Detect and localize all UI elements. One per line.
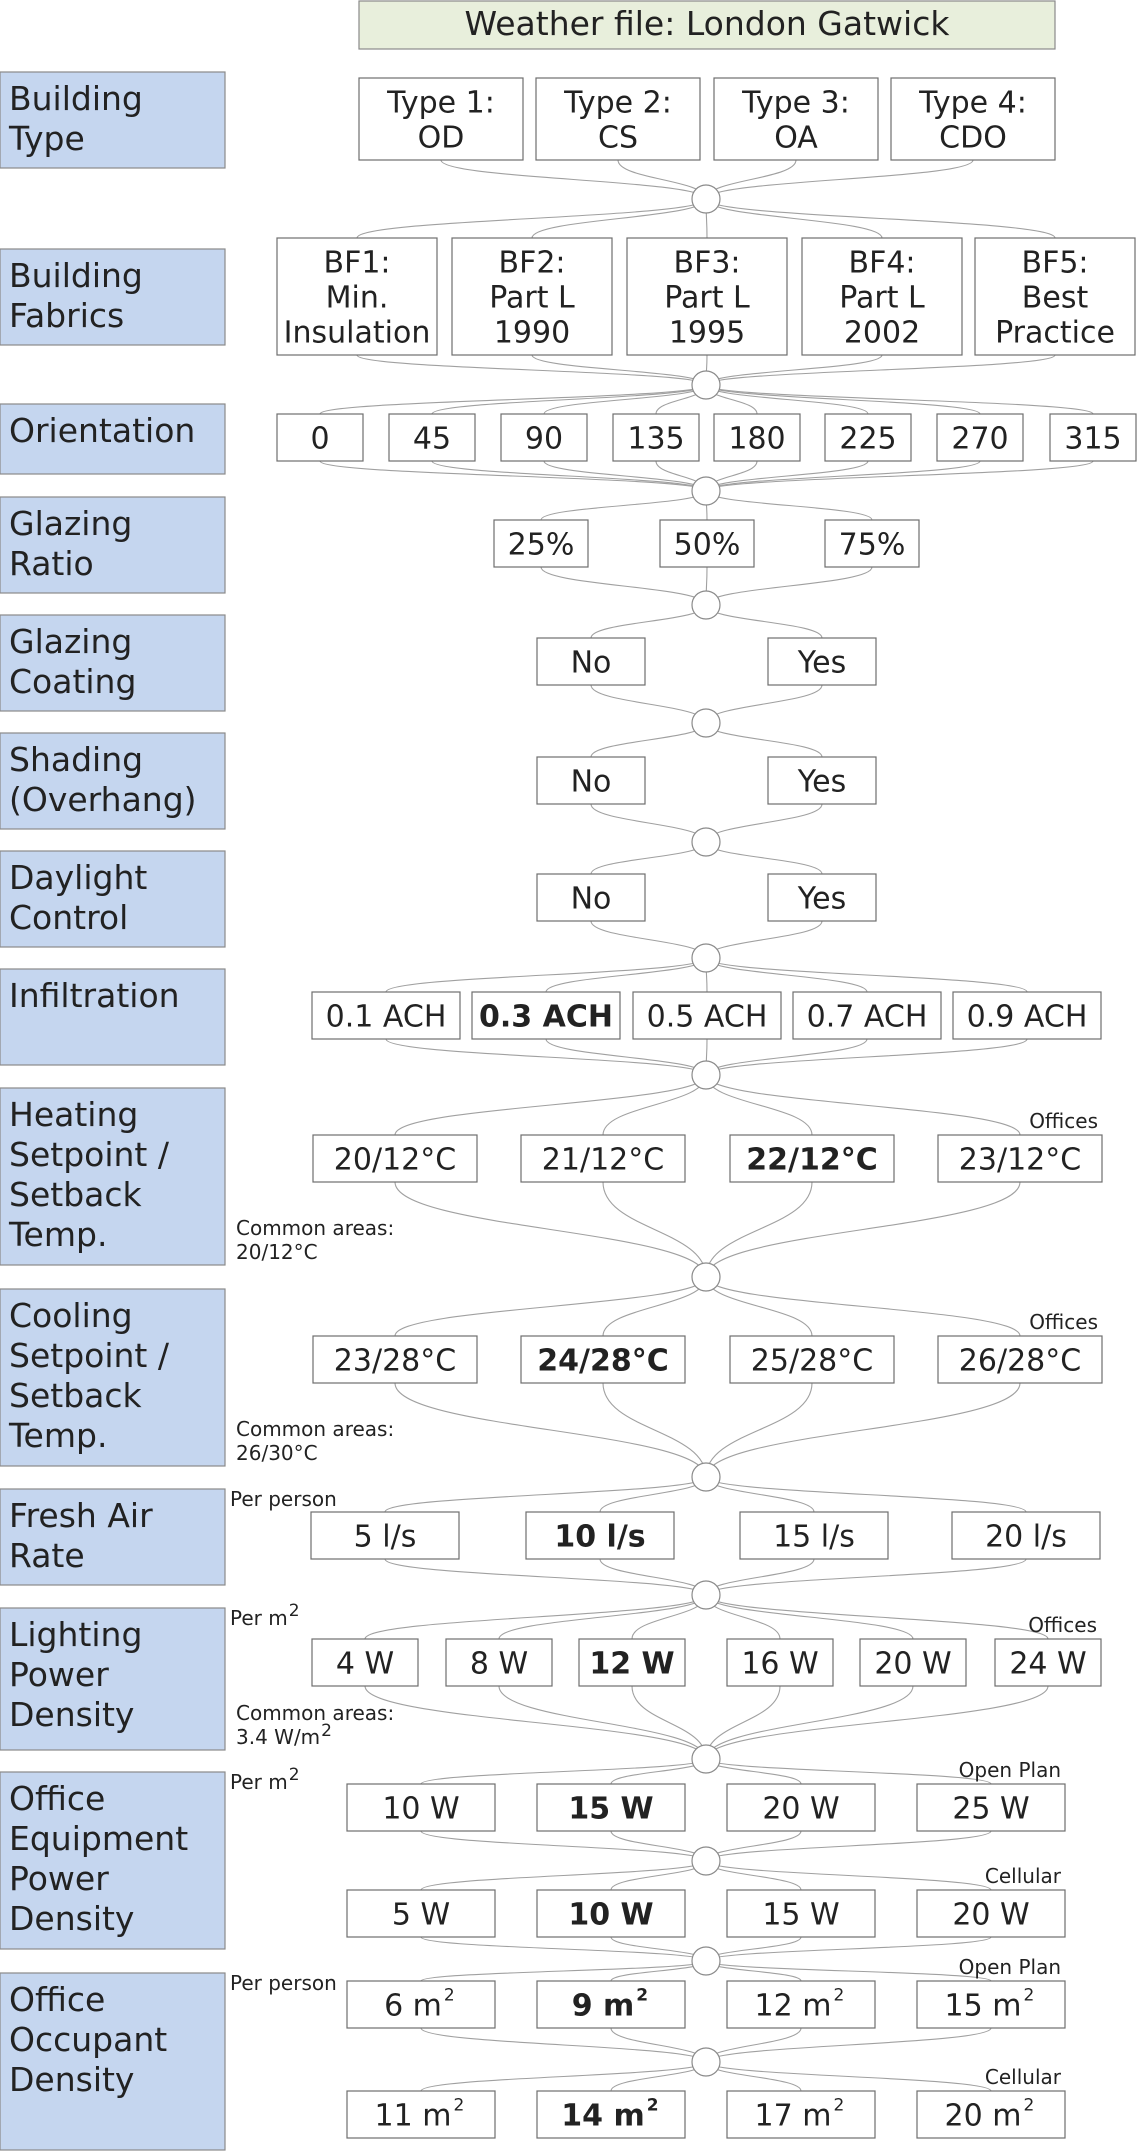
junction-node	[692, 709, 720, 737]
superscript: 2	[1023, 2095, 1035, 2116]
fresh-air-rate-option-label: 20 l/s	[985, 1519, 1067, 1555]
office-equipment-power-density-cellular-option-label: 15 W	[762, 1897, 840, 1933]
shading-option-label: No	[570, 764, 612, 800]
building-fabrics-option-label: Part L	[489, 280, 575, 316]
infiltration-option-label: 0.1 ACH	[325, 999, 447, 1035]
office-equipment-power-density-open-plan-option-label: 20 W	[762, 1791, 840, 1827]
junction-node	[692, 1263, 720, 1291]
connector-line	[706, 605, 822, 638]
connector-line	[357, 199, 706, 238]
infiltration-option-label: 0.5 ACH	[646, 999, 768, 1035]
building-fabrics-option-label: Min.	[325, 280, 389, 316]
connector-line	[706, 1277, 812, 1336]
office-equipment-power-density-label: Office	[9, 1779, 106, 1818]
cooling-setpoint-label: Cooling	[9, 1296, 133, 1335]
glazing-ratio-option-label: 25%	[507, 527, 575, 563]
office-occupant-density-cellular-subset-note: Cellular	[984, 2065, 1061, 2089]
nodes-layer	[692, 185, 720, 2076]
cooling-setpoint-option-label: 24/28°C	[537, 1343, 669, 1379]
junction-node	[692, 1061, 720, 1089]
building-fabrics-option-label: BF5:	[1021, 245, 1089, 281]
office-equipment-power-density-label: Density	[9, 1899, 135, 1938]
office-occupant-density-label: Density	[9, 2060, 135, 2099]
cooling-setpoint-label: Temp.	[9, 1416, 108, 1455]
connector-line	[432, 461, 706, 491]
connector-line	[706, 385, 980, 414]
connector-line	[706, 1937, 801, 1961]
office-equipment-power-density-cellular-option-label: 10 W	[568, 1897, 654, 1933]
office-equipment-power-density-open-plan-option-label: 10 W	[382, 1791, 460, 1827]
junction-node	[692, 1947, 720, 1975]
orientation-option-label: 135	[627, 421, 685, 457]
lighting-power-density-option-label: 24 W	[1009, 1646, 1087, 1682]
connector-line	[611, 2028, 706, 2062]
connector-line	[421, 1759, 706, 1784]
office-equipment-power-density-open-plan-option-label: 15 W	[568, 1791, 654, 1827]
building-type-option-label: OD	[417, 120, 465, 156]
glazing-coating-option-label: Yes	[797, 645, 847, 681]
connector-line	[706, 685, 822, 723]
lighting-power-density-unit-note: Per m	[230, 1606, 288, 1630]
connector-line	[706, 461, 1093, 491]
building-type-option-label: Type 2:	[564, 85, 672, 121]
junction-node	[692, 1847, 720, 1875]
connector-line	[611, 1937, 706, 1961]
connector-line	[706, 804, 822, 842]
connector-line	[706, 2062, 991, 2091]
orientation-option-label: 0	[310, 421, 330, 457]
fresh-air-rate-option-label: 5 l/s	[353, 1519, 417, 1555]
connector-line	[706, 491, 872, 520]
superscript: 2	[453, 2095, 465, 2116]
heating-setpoint-subset-note: Offices	[1029, 1109, 1098, 1133]
office-occupant-density-cellular-option-label: 11 m	[374, 2098, 452, 2134]
connector-line	[603, 1075, 706, 1135]
glazing-ratio-option-label: 75%	[838, 527, 906, 563]
connector-line	[706, 461, 980, 491]
connector-line	[395, 1383, 706, 1477]
connector-line	[357, 355, 706, 385]
office-occupant-density-open-plan-option-label: 9 m	[571, 1988, 635, 2024]
heating-setpoint-option-label: 21/12°C	[541, 1142, 665, 1178]
connector-line	[395, 1182, 706, 1277]
connector-line	[441, 160, 706, 199]
connector-line	[706, 1831, 991, 1861]
junction-node	[692, 944, 720, 972]
fresh-air-rate-unit-note: Per person	[230, 1487, 337, 1511]
building-fabrics-option-label: 1990	[493, 315, 571, 351]
connector-line	[421, 1831, 706, 1861]
heating-setpoint-common-areas-value: 20/12°C	[236, 1240, 318, 1264]
daylight-control-label: Daylight	[9, 858, 148, 897]
connector-line	[706, 958, 1027, 992]
building-type-option-label: Type 3:	[742, 85, 850, 121]
office-occupant-density-open-plan-option-label: 12 m	[754, 1988, 832, 2024]
weather-file-title: Weather file: London Gatwick	[464, 4, 950, 43]
lighting-power-density-option-label: 16 W	[741, 1646, 819, 1682]
orientation-option-label: 45	[412, 421, 452, 457]
connector-line	[706, 160, 973, 199]
connector-line	[421, 2062, 706, 2091]
building-type-option-label: Type 1:	[387, 85, 495, 121]
connector-line	[421, 2028, 706, 2062]
daylight-control-label: Control	[9, 898, 129, 937]
glazing-coating-label: Coating	[9, 662, 137, 701]
connector-line	[706, 1595, 1048, 1639]
superscript: 2	[646, 2095, 659, 2116]
connector-line	[706, 1075, 812, 1135]
shading-label: Shading	[9, 740, 144, 779]
connector-line	[532, 199, 706, 238]
connector-line	[706, 160, 796, 199]
office-occupant-density-cellular-option-label: 14 m	[561, 2098, 645, 2134]
building-fabrics-option-label: Part L	[839, 280, 925, 316]
connector-line	[546, 958, 706, 992]
junction-node	[692, 477, 720, 505]
superscript: 2	[288, 1765, 300, 1785]
infiltration-option-label: 0.9 ACH	[966, 999, 1088, 1035]
connector-line	[706, 842, 822, 874]
building-fabrics-option-label: BF2:	[498, 245, 566, 281]
junction-node	[692, 591, 720, 619]
junction-node	[692, 185, 720, 213]
boxes-layer	[0, 1, 1136, 2150]
lighting-power-density-option-label: 20 W	[874, 1646, 952, 1682]
building-fabrics-option-label: BF4:	[848, 245, 916, 281]
office-occupant-density-unit-note: Per person	[230, 1971, 337, 1995]
office-equipment-power-density-cellular-subset-note: Cellular	[984, 1864, 1061, 1888]
orientation-option-label: 270	[951, 421, 1009, 457]
cooling-setpoint-option-label: 26/28°C	[958, 1343, 1082, 1379]
connector-line	[320, 461, 706, 491]
building-fabrics-option-label: Part L	[664, 280, 750, 316]
cooling-setpoint-label: Setback	[9, 1376, 142, 1415]
heating-setpoint-label: Temp.	[9, 1215, 108, 1254]
building-type-label: Building	[9, 79, 143, 118]
connector-line	[706, 355, 882, 385]
glazing-ratio-label: Glazing	[9, 504, 133, 543]
fresh-air-rate-option-label: 15 l/s	[773, 1519, 855, 1555]
connector-line	[706, 1559, 1026, 1595]
connector-line	[611, 1759, 706, 1784]
connector-line	[603, 1277, 706, 1336]
office-occupant-density-cellular-option-label: 20 m	[944, 2098, 1022, 2134]
office-equipment-power-density-open-plan-subset-note: Open Plan	[958, 1758, 1061, 1782]
junction-node	[692, 2048, 720, 2076]
building-fabrics-option-label: Best	[1021, 280, 1089, 316]
office-equipment-power-density-unit-note: Per m	[230, 1770, 288, 1794]
cooling-setpoint-option-label: 23/28°C	[333, 1343, 457, 1379]
connector-line	[600, 1559, 706, 1595]
connector-line	[706, 1182, 812, 1277]
connector-line	[395, 1075, 706, 1135]
connector-line	[706, 1937, 991, 1961]
connector-line	[706, 1039, 867, 1075]
connector-line	[385, 1559, 706, 1595]
connector-line	[421, 1861, 706, 1890]
connector-line	[706, 723, 822, 757]
connector-line	[546, 1039, 706, 1075]
cooling-setpoint-option-label: 25/28°C	[750, 1343, 874, 1379]
connector-line	[706, 921, 822, 958]
orientation-option-label: 90	[524, 421, 564, 457]
connector-line	[385, 1477, 706, 1512]
heating-setpoint-label: Setpoint /	[9, 1135, 169, 1174]
lighting-power-density-option-label: 12 W	[589, 1646, 675, 1682]
connector-line	[706, 1383, 1020, 1477]
connector-line	[706, 1182, 1020, 1277]
glazing-ratio-option-label: 50%	[673, 527, 741, 563]
connector-line	[365, 1686, 706, 1759]
orientation-option-label: 180	[728, 421, 786, 457]
office-occupant-density-open-plan-option-label: 6 m	[384, 1988, 442, 2024]
building-fabrics-option-label: 2002	[843, 315, 921, 351]
heating-setpoint-option-label: 22/12°C	[746, 1142, 878, 1178]
connector-line	[706, 1686, 1048, 1759]
connector-line	[320, 385, 706, 414]
glazing-coating-label: Glazing	[9, 622, 133, 661]
heating-setpoint-label: Heating	[9, 1095, 139, 1134]
junction-node	[692, 1745, 720, 1773]
building-fabrics-label: Fabrics	[9, 296, 125, 335]
connector-line	[706, 1831, 801, 1861]
office-equipment-power-density-cellular-option-label: 5 W	[391, 1897, 451, 1933]
lighting-power-density-label: Density	[9, 1695, 135, 1734]
orientation-option-label: 225	[839, 421, 897, 457]
connector-line	[706, 199, 1055, 238]
building-fabrics-option-label: 1995	[668, 315, 746, 351]
orientation-label: Orientation	[9, 411, 196, 450]
office-occupant-density-open-plan-option-label: 15 m	[944, 1988, 1022, 2024]
connector-line	[706, 2028, 801, 2062]
connector-line	[706, 958, 867, 992]
heating-setpoint-common-areas-note: Common areas:	[236, 1216, 395, 1240]
lighting-power-density-common-areas-note: Common areas:	[236, 1701, 395, 1725]
connector-line	[603, 1383, 706, 1477]
heating-setpoint-option-label: 20/12°C	[333, 1142, 457, 1178]
infiltration-option-label: 0.3 ACH	[479, 999, 613, 1035]
shading-label: (Overhang)	[9, 780, 197, 819]
superscript: 2	[443, 1985, 455, 2006]
connector-line	[706, 2062, 801, 2091]
connector-line	[421, 1937, 706, 1961]
connector-line	[706, 1861, 991, 1890]
connector-line	[706, 355, 1055, 385]
glazing-ratio-label: Ratio	[9, 544, 94, 583]
building-type-option-label: CDO	[939, 120, 1007, 156]
cooling-setpoint-subset-note: Offices	[1029, 1310, 1098, 1334]
office-occupant-density-label: Occupant	[9, 2020, 168, 2059]
connector-line	[541, 567, 706, 605]
connector-line	[386, 1039, 706, 1075]
lighting-power-density-label: Lighting	[9, 1615, 143, 1654]
cooling-setpoint-label: Setpoint /	[9, 1336, 169, 1375]
connector-line	[706, 1759, 991, 1784]
connector-line	[432, 385, 706, 414]
daylight-control-option-label: Yes	[797, 881, 847, 917]
connector-line	[706, 567, 872, 605]
orientation-option-label: 315	[1064, 421, 1122, 457]
connector-line	[532, 355, 706, 385]
building-type-option-label: CS	[598, 120, 638, 156]
superscript: 2	[1023, 1985, 1035, 2006]
junction-node	[692, 1463, 720, 1491]
connector-line	[706, 2028, 991, 2062]
superscript: 2	[288, 1601, 300, 1621]
lighting-power-density-option-label: 8 W	[469, 1646, 529, 1682]
fresh-air-rate-label: Rate	[9, 1536, 85, 1575]
junction-node	[692, 371, 720, 399]
building-fabrics-label: Building	[9, 256, 143, 295]
connector-line	[591, 804, 706, 842]
cooling-setpoint-common-areas-note: Common areas:	[236, 1417, 395, 1441]
connector-line	[706, 1075, 1020, 1135]
office-occupant-density-cellular-option-label: 17 m	[754, 2098, 832, 2134]
office-equipment-power-density-label: Equipment	[9, 1819, 189, 1858]
infiltration-option-label: 0.7 ACH	[806, 999, 928, 1035]
connector-line	[386, 958, 706, 992]
building-fabrics-option-label: Practice	[995, 315, 1115, 351]
lighting-power-density-subset-note: Offices	[1028, 1613, 1097, 1637]
connector-line	[600, 1477, 706, 1512]
office-occupant-density-label: Office	[9, 1980, 106, 2019]
lighting-power-density-option-label: 4 W	[335, 1646, 395, 1682]
connector-line	[591, 605, 706, 638]
superscript: 2	[833, 2095, 845, 2116]
connector-line	[706, 1383, 812, 1477]
connector-line	[591, 723, 706, 757]
building-type-option-label: Type 4:	[919, 85, 1027, 121]
connector-line	[395, 1277, 706, 1336]
lighting-power-density-common-areas-value: 3.4 W/m	[236, 1725, 321, 1749]
connector-line	[706, 385, 1093, 414]
daylight-control-option-label: No	[570, 881, 612, 917]
connector-line	[591, 685, 706, 723]
connector-line	[611, 1861, 706, 1890]
junction-node	[692, 1581, 720, 1609]
connector-line	[706, 1861, 801, 1890]
connector-line	[591, 842, 706, 874]
shading-option-label: Yes	[797, 764, 847, 800]
building-type-option-label: OA	[774, 120, 818, 156]
connector-line	[365, 1595, 706, 1639]
connector-line	[611, 1831, 706, 1861]
connector-line	[706, 1559, 814, 1595]
heating-setpoint-option-label: 23/12°C	[958, 1142, 1082, 1178]
connector-line	[591, 921, 706, 958]
superscript: 2	[833, 1985, 845, 2006]
connector-line	[706, 1477, 814, 1512]
building-fabrics-option-label: BF1:	[323, 245, 391, 281]
building-type-label: Type	[9, 119, 85, 158]
office-equipment-power-density-cellular-option-label: 20 W	[952, 1897, 1030, 1933]
office-equipment-power-density-label: Power	[9, 1859, 109, 1898]
connector-line	[541, 491, 706, 520]
lighting-power-density-label: Power	[9, 1655, 109, 1694]
infiltration-label: Infiltration	[9, 976, 180, 1015]
fresh-air-rate-label: Fresh Air	[9, 1496, 153, 1535]
connector-line	[706, 1277, 1020, 1336]
office-equipment-power-density-open-plan-option-label: 25 W	[952, 1791, 1030, 1827]
office-occupant-density-open-plan-subset-note: Open Plan	[958, 1955, 1061, 1979]
superscript: 2	[321, 1721, 332, 1741]
glazing-coating-option-label: No	[570, 645, 612, 681]
connector-line	[603, 1182, 706, 1277]
heating-setpoint-label: Setback	[9, 1175, 142, 1214]
building-fabrics-option-label: BF3:	[673, 245, 741, 281]
connector-line	[611, 2062, 706, 2091]
superscript: 2	[636, 1985, 649, 2006]
cooling-setpoint-common-areas-value: 26/30°C	[236, 1441, 318, 1465]
building-fabrics-option-label: Insulation	[283, 315, 431, 351]
junction-node	[692, 828, 720, 856]
connector-line	[706, 1759, 801, 1784]
connector-line	[499, 1686, 706, 1759]
connector-line	[706, 1477, 1026, 1512]
fresh-air-rate-option-label: 10 l/s	[554, 1519, 646, 1555]
connector-line	[706, 199, 882, 238]
connector-line	[706, 1039, 1027, 1075]
